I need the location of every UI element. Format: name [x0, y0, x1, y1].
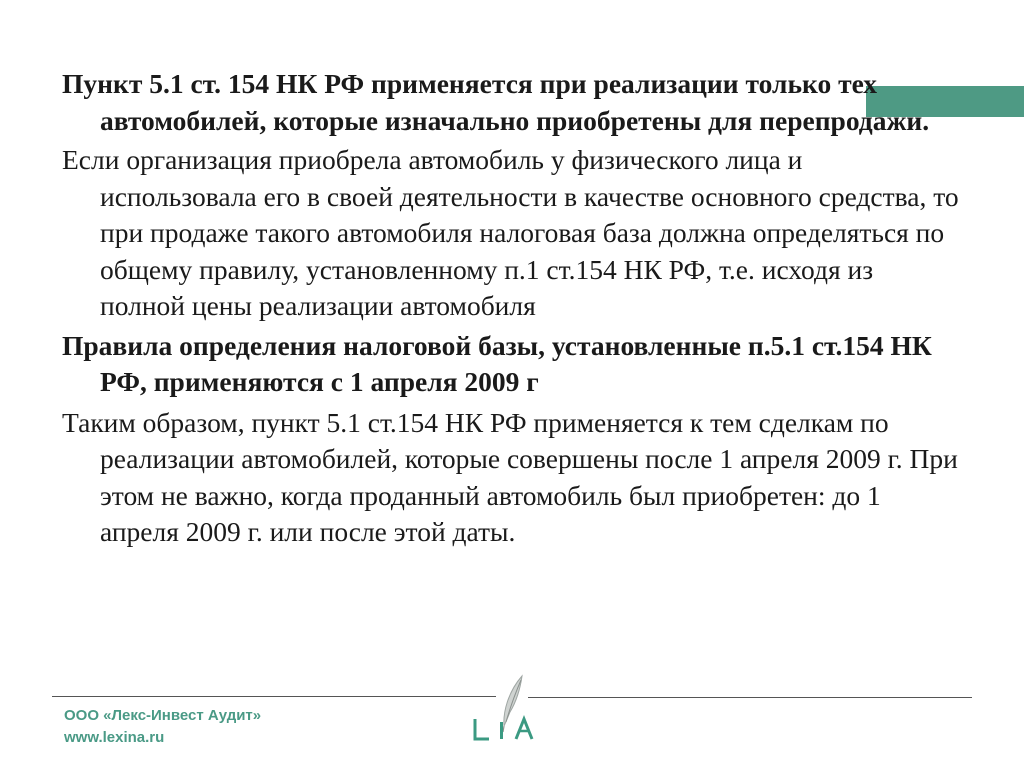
paragraph-conclusion: Таким образом, пункт 5.1 ст.154 НК РФ применяется к тем сделкам по реализации автомобилей, которые совершены после 1 апреля 2009 г. При этом не важно, когда проданный автомобиль был приобретен: до 1 апреля 2009 г. или после этой даты. [62, 406, 958, 547]
footer-company-info [64, 705, 261, 749]
logo-text [540, 672, 541, 673]
paragraph-effective-date: Правила определения налоговой базы, установленные п.5.1 ст.154 НК РФ, применяются с 1 апреля 2009 г [62, 329, 932, 397]
company-website-link[interactable]: www.lexina.ru [64, 729, 165, 746]
quill-feather-icon [470, 672, 540, 744]
paragraph-scope: Пункт 5.1 ст. 154 НК РФ применяется при реализации только тех автомобилей, которые изначально приобретены для перепродажи. [62, 68, 930, 136]
slide-body [62, 66, 962, 551]
paragraph-fixed-asset: Если организация приобрела автомобиль у физического лица и использовала его в своей деятельности в качестве основного средства, то при продаже такого автомобиля налоговая база должна определяться по общему правилу, установленному п.1 ст.154 НК РФ, т.е. исходя из полной цены реализации автомобиля [62, 144, 959, 321]
footer-divider-right [528, 697, 972, 698]
company-name: ООО «Лекс-Инвест Аудит» [64, 707, 262, 724]
lia-logo [470, 672, 540, 744]
footer-divider-left [52, 696, 496, 697]
